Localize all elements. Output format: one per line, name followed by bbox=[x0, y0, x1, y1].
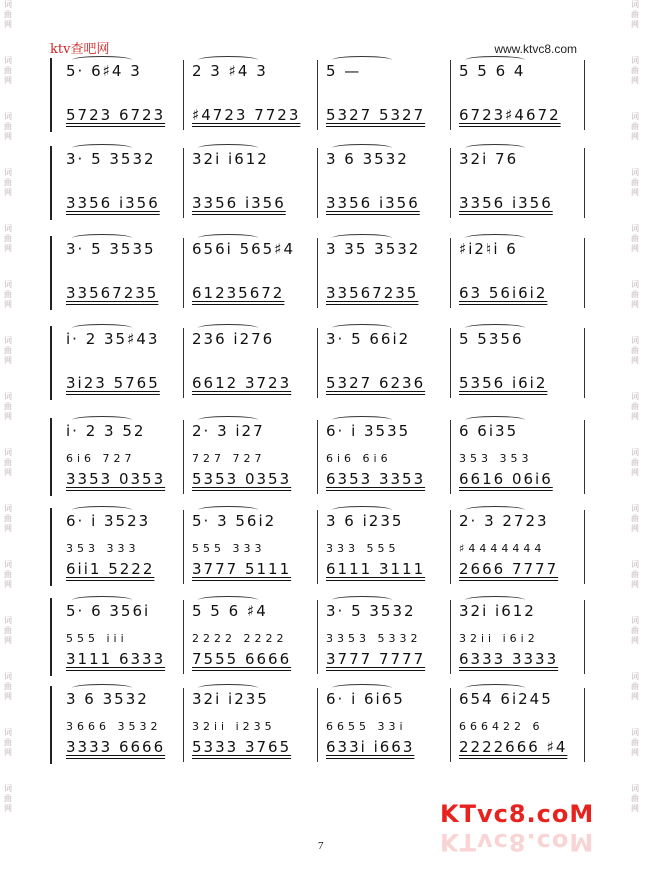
bar-line bbox=[317, 328, 318, 398]
system-bracket bbox=[50, 686, 52, 764]
slur-arc bbox=[465, 596, 525, 604]
side-label-group bbox=[629, 784, 641, 814]
slur-arc bbox=[332, 416, 392, 424]
side-label-char: 词 bbox=[631, 784, 639, 793]
side-label-group bbox=[2, 672, 14, 702]
top-measure: i· 2 3 52 bbox=[66, 422, 146, 440]
bar-line bbox=[584, 60, 585, 130]
bottom-measure: 7555 6666 bbox=[192, 650, 292, 668]
bottom-measure: 6ii1 5222 bbox=[66, 560, 155, 578]
side-label-char: 曲 bbox=[4, 738, 12, 747]
bottom-measure: 3353 0353 bbox=[66, 470, 166, 488]
side-label-char: 曲 bbox=[631, 682, 639, 691]
side-label-char: 网 bbox=[631, 76, 639, 85]
top-measure: 656i 565♯4 bbox=[192, 240, 295, 258]
side-label-char: 词 bbox=[4, 0, 12, 9]
bar-line bbox=[584, 238, 585, 308]
bar-line bbox=[584, 148, 585, 218]
bar-line bbox=[183, 238, 184, 308]
top-measure: 2 3 ♯4 3 bbox=[192, 62, 268, 80]
bar-line bbox=[450, 328, 451, 398]
slur-arc bbox=[198, 506, 258, 514]
system-bracket bbox=[50, 326, 52, 400]
side-label-char: 网 bbox=[4, 356, 12, 365]
side-label-char: 网 bbox=[4, 300, 12, 309]
bottom-measure: 3777 7777 bbox=[326, 650, 426, 668]
slur-arc bbox=[72, 56, 132, 64]
slur-arc bbox=[332, 506, 392, 514]
side-label-group bbox=[2, 168, 14, 198]
bottom-measure: 6111 3111 bbox=[326, 560, 426, 578]
side-label-char: 网 bbox=[631, 20, 639, 29]
side-label-group bbox=[2, 504, 14, 534]
bar-line bbox=[450, 60, 451, 130]
side-label-char: 网 bbox=[4, 76, 12, 85]
slur-arc bbox=[72, 416, 132, 424]
slur-arc bbox=[198, 596, 258, 604]
side-label-char: 曲 bbox=[631, 402, 639, 411]
bottom-measure: 2666 7777 bbox=[459, 560, 559, 578]
side-label-char: 曲 bbox=[4, 178, 12, 187]
side-label-char: 词 bbox=[631, 168, 639, 177]
side-label-char: 网 bbox=[4, 412, 12, 421]
bar-line bbox=[317, 420, 318, 494]
side-label-char: 网 bbox=[4, 748, 12, 757]
bottom-measure: ♯4723 7723 bbox=[192, 106, 301, 124]
bar-line bbox=[317, 688, 318, 762]
site-watermark-left: ktv查吧网 bbox=[50, 42, 110, 57]
side-label-char: 曲 bbox=[631, 290, 639, 299]
bottom-measure: 6333 3333 bbox=[459, 650, 559, 668]
side-label-group bbox=[2, 56, 14, 86]
side-label-group bbox=[629, 112, 641, 142]
side-label-group bbox=[629, 672, 641, 702]
top-measure: 2· 3 2723 bbox=[459, 512, 549, 530]
side-label-char: 网 bbox=[4, 524, 12, 533]
side-label-char: 词 bbox=[631, 112, 639, 121]
top-measure: 32i 76 bbox=[459, 150, 519, 168]
side-label-char: 网 bbox=[4, 804, 12, 813]
middle-measure: 32ii i6i2 bbox=[459, 632, 539, 645]
slur-arc bbox=[198, 56, 258, 64]
side-label-char: 曲 bbox=[631, 738, 639, 747]
bottom-measure: 5327 5327 bbox=[326, 106, 426, 124]
side-label-char: 词 bbox=[4, 280, 12, 289]
side-label-group bbox=[629, 224, 641, 254]
side-label-char: 网 bbox=[631, 132, 639, 141]
side-label-char: 词 bbox=[631, 728, 639, 737]
side-label-char: 网 bbox=[631, 748, 639, 757]
bottom-measure: 6616 06i6 bbox=[459, 470, 553, 488]
side-label-group bbox=[2, 112, 14, 142]
bottom-measure: 6723♯4672 bbox=[459, 106, 561, 124]
bar-line bbox=[450, 148, 451, 218]
side-label-char: 网 bbox=[4, 244, 12, 253]
bar-line bbox=[584, 420, 585, 494]
system-bracket bbox=[50, 418, 52, 496]
side-label-char: 曲 bbox=[4, 66, 12, 75]
bar-line bbox=[317, 238, 318, 308]
side-label-char: 网 bbox=[631, 804, 639, 813]
middle-measure: 2222 2222 bbox=[192, 632, 288, 645]
side-label-char: 网 bbox=[631, 692, 639, 701]
bar-line bbox=[584, 510, 585, 584]
bar-line bbox=[584, 600, 585, 674]
top-measure: 3 6 3532 bbox=[326, 150, 409, 168]
side-label-group bbox=[2, 392, 14, 422]
bottom-measure: 3356 i356 bbox=[326, 194, 420, 212]
middle-measure: 353 353 bbox=[459, 452, 533, 465]
bar-line bbox=[450, 238, 451, 308]
side-label-char: 曲 bbox=[4, 514, 12, 523]
bottom-measure: 6353 3353 bbox=[326, 470, 426, 488]
bottom-measure: 633i i663 bbox=[326, 738, 415, 756]
side-label-char: 网 bbox=[631, 412, 639, 421]
side-label-char: 词 bbox=[4, 672, 12, 681]
top-measure: i· 2 35♯43 bbox=[66, 330, 160, 348]
side-label-char: 网 bbox=[631, 636, 639, 645]
side-label-char: 词 bbox=[631, 392, 639, 401]
side-label-group bbox=[2, 0, 14, 30]
top-measure: 6· i 3523 bbox=[66, 512, 151, 530]
side-label-char: 曲 bbox=[4, 122, 12, 131]
top-measure: 5 5356 bbox=[459, 330, 524, 348]
bar-line bbox=[450, 688, 451, 762]
side-label-char: 曲 bbox=[4, 346, 12, 355]
slur-arc bbox=[72, 144, 132, 152]
side-label-group bbox=[2, 560, 14, 590]
side-label-group bbox=[2, 616, 14, 646]
side-label-char: 词 bbox=[4, 560, 12, 569]
slur-arc bbox=[332, 144, 392, 152]
side-label-char: 网 bbox=[631, 244, 639, 253]
side-label-char: 曲 bbox=[4, 682, 12, 691]
top-measure: 5· 6♯4 3 bbox=[66, 62, 142, 80]
top-measure: 32i i612 bbox=[459, 602, 536, 620]
side-label-char: 词 bbox=[4, 448, 12, 457]
top-measure: 32i i612 bbox=[192, 150, 269, 168]
side-label-char: 网 bbox=[4, 20, 12, 29]
side-label-group bbox=[2, 224, 14, 254]
side-label-char: 网 bbox=[631, 580, 639, 589]
side-label-group bbox=[2, 448, 14, 478]
middle-measure: 333 555 bbox=[326, 542, 400, 555]
site-logo: KTvc8.coM bbox=[440, 800, 595, 828]
slur-arc bbox=[198, 324, 258, 332]
side-label-char: 词 bbox=[4, 784, 12, 793]
slur-arc bbox=[332, 324, 392, 332]
side-label-char: 词 bbox=[4, 168, 12, 177]
side-label-char: 词 bbox=[4, 56, 12, 65]
side-label-char: 词 bbox=[4, 616, 12, 625]
slur-arc bbox=[72, 324, 132, 332]
side-label-group bbox=[629, 616, 641, 646]
bar-line bbox=[183, 688, 184, 762]
side-label-char: 网 bbox=[4, 692, 12, 701]
side-label-char: 词 bbox=[631, 560, 639, 569]
bottom-measure: 3356 i356 bbox=[459, 194, 553, 212]
side-label-char: 网 bbox=[4, 636, 12, 645]
side-label-group bbox=[629, 168, 641, 198]
slur-arc bbox=[465, 234, 525, 242]
bottom-measure: 3356 i356 bbox=[192, 194, 286, 212]
side-label-char: 词 bbox=[631, 448, 639, 457]
side-label-char: 网 bbox=[631, 300, 639, 309]
bar-line bbox=[183, 328, 184, 398]
side-label-char: 曲 bbox=[631, 570, 639, 579]
side-label-char: 曲 bbox=[631, 234, 639, 243]
middle-measure: 353 333 bbox=[66, 542, 140, 555]
slur-arc bbox=[72, 506, 132, 514]
site-logo-reflection: KTvc8.coM bbox=[440, 828, 595, 856]
slur-arc bbox=[465, 56, 525, 64]
slur-arc bbox=[198, 144, 258, 152]
slur-arc bbox=[332, 684, 392, 692]
side-label-char: 曲 bbox=[631, 458, 639, 467]
side-label-char: 曲 bbox=[4, 402, 12, 411]
side-label-char: 网 bbox=[4, 580, 12, 589]
middle-measure: ♯4444444 bbox=[459, 542, 546, 555]
slur-arc bbox=[198, 234, 258, 242]
top-measure: 32i i235 bbox=[192, 690, 269, 708]
side-label-char: 词 bbox=[631, 336, 639, 345]
bottom-measure: 6612 3723 bbox=[192, 374, 292, 392]
top-measure: 5 5 6 4 bbox=[459, 62, 526, 80]
top-measure: 5· 3 56i2 bbox=[192, 512, 277, 530]
slur-arc bbox=[465, 144, 525, 152]
side-label-group bbox=[629, 504, 641, 534]
side-label-char: 曲 bbox=[631, 122, 639, 131]
bottom-measure: 2222666 ♯4 bbox=[459, 738, 568, 756]
top-measure: 3 6 3532 bbox=[66, 690, 149, 708]
bar-line bbox=[183, 510, 184, 584]
top-measure: 236 i276 bbox=[192, 330, 275, 348]
middle-measure: 6i6 6i6 bbox=[326, 452, 392, 465]
bar-line bbox=[317, 510, 318, 584]
slur-arc bbox=[332, 234, 392, 242]
bottom-measure: 3i23 5765 bbox=[66, 374, 160, 392]
system-bracket bbox=[50, 508, 52, 586]
slur-arc bbox=[465, 506, 525, 514]
system-bracket bbox=[50, 146, 52, 220]
side-label-group bbox=[629, 448, 641, 478]
slur-arc bbox=[332, 596, 392, 604]
middle-measure: 32ii i235 bbox=[192, 720, 276, 733]
side-label-char: 曲 bbox=[4, 794, 12, 803]
side-label-char: 曲 bbox=[4, 626, 12, 635]
side-label-char: 网 bbox=[631, 468, 639, 477]
top-measure: 3· 5 3532 bbox=[66, 150, 156, 168]
side-label-group bbox=[629, 560, 641, 590]
middle-measure: 6655 33i bbox=[326, 720, 407, 733]
side-label-group bbox=[629, 280, 641, 310]
side-label-char: 词 bbox=[4, 224, 12, 233]
side-label-char: 网 bbox=[4, 132, 12, 141]
side-label-char: 词 bbox=[4, 728, 12, 737]
side-label-char: 词 bbox=[4, 336, 12, 345]
bottom-measure: 61235672 bbox=[192, 284, 285, 302]
side-label-char: 词 bbox=[4, 504, 12, 513]
middle-measure: 555 333 bbox=[192, 542, 266, 555]
bottom-measure: 3777 5111 bbox=[192, 560, 292, 578]
top-measure: 5 5 6 ♯4 bbox=[192, 602, 268, 620]
bottom-measure: 5353 0353 bbox=[192, 470, 292, 488]
slur-arc bbox=[198, 416, 258, 424]
side-label-char: 曲 bbox=[4, 234, 12, 243]
bar-line bbox=[183, 148, 184, 218]
side-label-char: 词 bbox=[631, 616, 639, 625]
bar-line bbox=[317, 600, 318, 674]
system-bracket bbox=[50, 236, 52, 310]
side-label-char: 词 bbox=[631, 56, 639, 65]
side-label-group bbox=[629, 56, 641, 86]
side-label-char: 网 bbox=[631, 524, 639, 533]
system-bracket bbox=[50, 598, 52, 676]
side-label-char: 曲 bbox=[631, 346, 639, 355]
side-label-char: 曲 bbox=[4, 458, 12, 467]
bottom-measure: 5327 6236 bbox=[326, 374, 426, 392]
side-label-group bbox=[2, 280, 14, 310]
bar-line bbox=[183, 420, 184, 494]
side-label-char: 词 bbox=[4, 392, 12, 401]
side-label-group bbox=[2, 728, 14, 758]
side-label-group bbox=[2, 784, 14, 814]
side-label-char: 曲 bbox=[631, 66, 639, 75]
middle-measure: 3353 5332 bbox=[326, 632, 422, 645]
slur-arc bbox=[72, 234, 132, 242]
bottom-measure: 3111 6333 bbox=[66, 650, 166, 668]
bottom-measure: 5723 6723 bbox=[66, 106, 166, 124]
middle-measure: 3666 3532 bbox=[66, 720, 162, 733]
system-bracket bbox=[50, 58, 52, 132]
right-margin-watermark bbox=[629, 0, 641, 891]
top-measure: 654 6i245 bbox=[459, 690, 553, 708]
side-label-group bbox=[629, 0, 641, 30]
side-label-char: 网 bbox=[4, 468, 12, 477]
side-label-group bbox=[2, 336, 14, 366]
side-label-char: 网 bbox=[631, 356, 639, 365]
top-measure: 3 6 i235 bbox=[326, 512, 404, 530]
top-measure: 6 6i35 bbox=[459, 422, 519, 440]
top-measure: 6· i 3535 bbox=[326, 422, 411, 440]
slur-arc bbox=[72, 596, 132, 604]
top-measure: 2· 3 i27 bbox=[192, 422, 265, 440]
page-number: 7 bbox=[318, 840, 324, 852]
top-measure: 5 — bbox=[326, 62, 362, 80]
side-label-char: 词 bbox=[631, 672, 639, 681]
left-margin-watermark bbox=[2, 0, 14, 891]
middle-measure: 555 iii bbox=[66, 632, 128, 645]
slur-arc bbox=[465, 324, 525, 332]
bar-line bbox=[450, 600, 451, 674]
side-label-char: 曲 bbox=[631, 10, 639, 19]
slur-arc bbox=[465, 684, 525, 692]
top-measure: 5· 6 356i bbox=[66, 602, 151, 620]
bar-line bbox=[450, 420, 451, 494]
slur-arc bbox=[465, 416, 525, 424]
bottom-measure: 3333 6666 bbox=[66, 738, 166, 756]
side-label-char: 曲 bbox=[4, 290, 12, 299]
side-label-char: 曲 bbox=[4, 10, 12, 19]
side-label-char: 曲 bbox=[631, 514, 639, 523]
site-watermark-right: www.ktvc8.com bbox=[494, 42, 577, 56]
side-label-group bbox=[629, 336, 641, 366]
top-measure: 3· 5 3532 bbox=[326, 602, 416, 620]
top-measure: 3 35 3532 bbox=[326, 240, 421, 258]
side-label-char: 词 bbox=[631, 224, 639, 233]
bottom-measure: 33567235 bbox=[66, 284, 159, 302]
bottom-measure: 63 56i6i2 bbox=[459, 284, 548, 302]
side-label-char: 词 bbox=[631, 0, 639, 9]
top-measure: 6· i 6i65 bbox=[326, 690, 405, 708]
side-label-char: 词 bbox=[631, 504, 639, 513]
side-label-char: 网 bbox=[4, 188, 12, 197]
side-label-char: 网 bbox=[631, 188, 639, 197]
bottom-measure: 3356 i356 bbox=[66, 194, 160, 212]
side-label-group bbox=[629, 728, 641, 758]
side-label-char: 词 bbox=[631, 280, 639, 289]
bar-line bbox=[317, 148, 318, 218]
slur-arc bbox=[332, 56, 392, 64]
bar-line bbox=[584, 328, 585, 398]
side-label-char: 曲 bbox=[631, 794, 639, 803]
bottom-measure: 33567235 bbox=[326, 284, 419, 302]
top-measure: ♯i2♮i 6 bbox=[459, 240, 518, 258]
side-label-char: 曲 bbox=[631, 178, 639, 187]
bar-line bbox=[183, 600, 184, 674]
middle-measure: 727 727 bbox=[192, 452, 266, 465]
top-measure: 3· 5 66i2 bbox=[326, 330, 411, 348]
side-label-char: 词 bbox=[4, 112, 12, 121]
bar-line bbox=[584, 688, 585, 762]
bar-line bbox=[450, 510, 451, 584]
top-measure: 3· 5 3535 bbox=[66, 240, 156, 258]
bar-line bbox=[317, 60, 318, 130]
bottom-measure: 5333 3765 bbox=[192, 738, 292, 756]
side-label-char: 曲 bbox=[4, 570, 12, 579]
side-label-group bbox=[629, 392, 641, 422]
middle-measure: 666422 6 bbox=[459, 720, 544, 733]
bottom-measure: 5356 i6i2 bbox=[459, 374, 548, 392]
middle-measure: 6i6 727 bbox=[66, 452, 136, 465]
slur-arc bbox=[198, 684, 258, 692]
bar-line bbox=[183, 60, 184, 130]
side-label-char: 曲 bbox=[631, 626, 639, 635]
slur-arc bbox=[72, 684, 132, 692]
